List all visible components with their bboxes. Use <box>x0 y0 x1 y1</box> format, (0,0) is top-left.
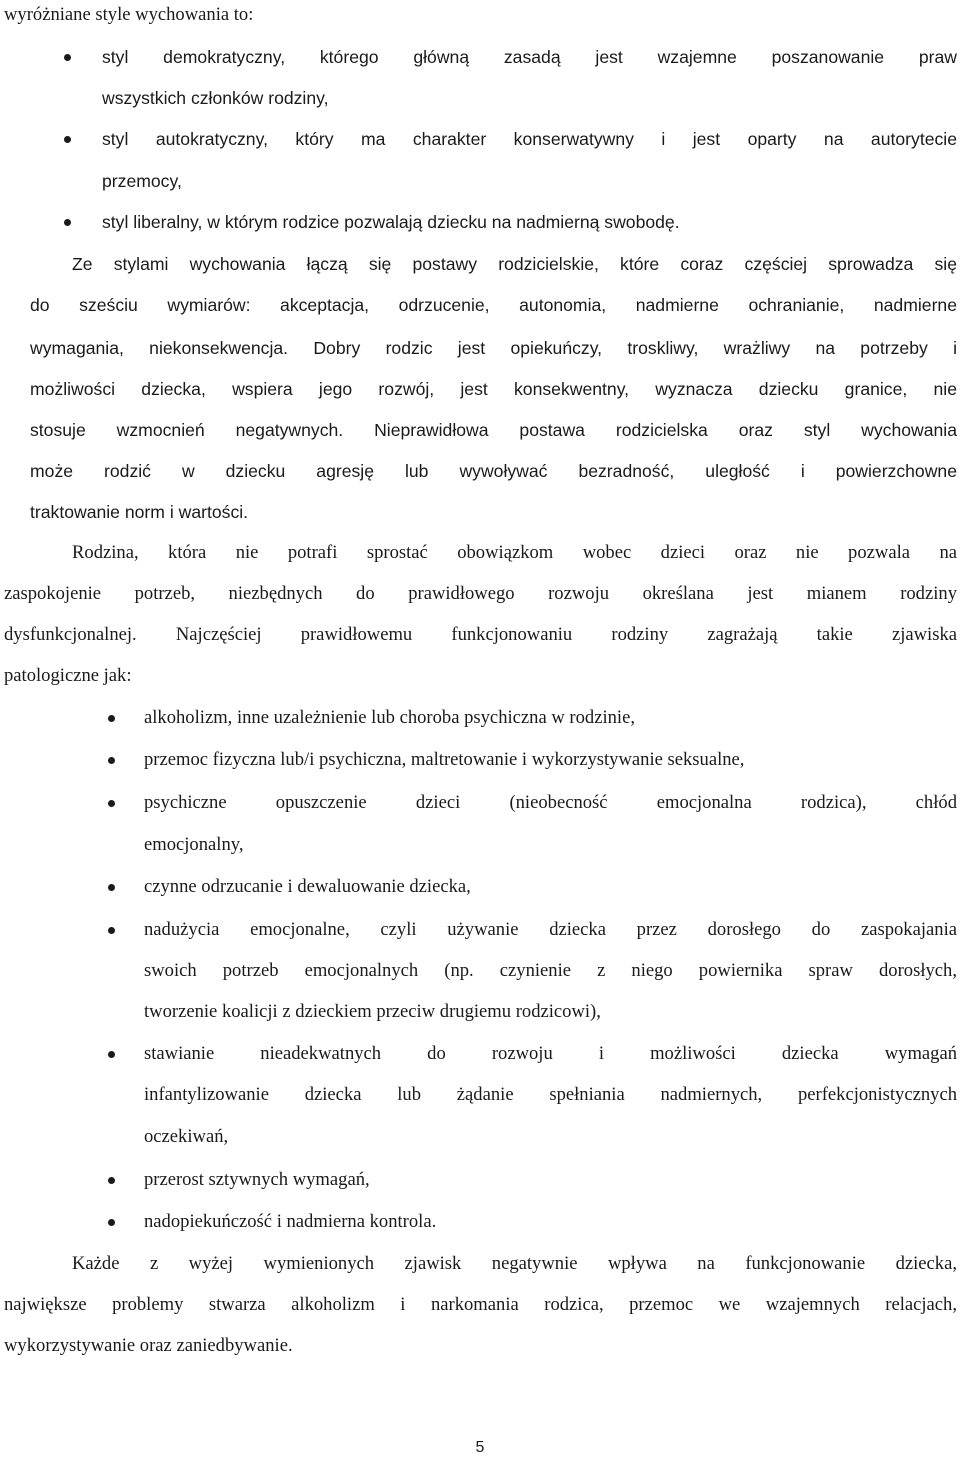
paragraph-line: może rodzić w dziecku agresję lub wywoływać bezradność, uległość i powierzchowne <box>30 461 957 481</box>
paragraph-line: Rodzina, która nie potrafi sprostać obowiązkom wobec dzieci oraz nie pozwala na <box>72 542 957 563</box>
list-item-line: przemoc fizyczna lub/i psychiczna, maltretowanie i wykorzystywanie seksualne, <box>144 749 745 770</box>
list-item-line: styl autokratyczny, który ma charakter konserwatywny i jest oparty na autorytecie <box>102 129 957 149</box>
list-item-line: styl liberalny, w którym rodzice pozwalają dziecku na nadmierną swobodę. <box>102 212 680 232</box>
bullet-icon <box>108 757 115 764</box>
bullet-icon <box>64 54 71 61</box>
bullet-icon <box>108 884 115 891</box>
paragraph-line: stosuje wzmocnień negatywnych. Nieprawidłowa postawa rodzicielska oraz styl wychowania <box>30 420 957 440</box>
paragraph-line: Każde z wyżej wymienionych zjawisk negatywnie wpływa na funkcjonowanie dziecka, <box>72 1253 957 1274</box>
paragraph-line: możliwości dziecka, wspiera jego rozwój, jest konsekwentny, wyznacza dziecku granice, nie <box>30 379 957 399</box>
intro-line: wyróżniane style wychowania to: <box>4 4 254 25</box>
list-item-line: nadopiekuńczość i nadmierna kontrola. <box>144 1211 437 1232</box>
paragraph-line: największe problemy stwarza alkoholizm i narkomania rodzica, przemoc we wzajemnych relacjach, <box>4 1294 957 1315</box>
bullet-icon <box>108 1219 115 1226</box>
list-item-line: infantylizowanie dziecka lub żądanie spełniania nadmiernych, perfekcjonistycznych <box>144 1084 957 1105</box>
paragraph-line: wymagania, niekonsekwencja. Dobry rodzic jest opiekuńczy, troskliwy, wrażliwy na potrzeby i <box>30 338 957 358</box>
paragraph-line: traktowanie norm i wartości. <box>30 502 249 522</box>
bullet-icon <box>108 1051 115 1058</box>
bullet-icon <box>108 800 115 807</box>
paragraph-line: wykorzystywanie oraz zaniedbywanie. <box>4 1335 293 1356</box>
bullet-icon <box>108 1177 115 1184</box>
list-item-line: stawianie nieadekwatnych do rozwoju i możliwości dziecka wymagań <box>144 1043 957 1064</box>
bullet-icon <box>64 136 71 143</box>
list-item-line: emocjonalny, <box>144 834 244 855</box>
list-item-line: czynne odrzucanie i dewaluowanie dziecka, <box>144 876 471 897</box>
bullet-icon <box>64 219 71 226</box>
list-item-line: przemocy, <box>102 171 182 191</box>
list-item-line: psychiczne opuszczenie dzieci (nieobecność emocjonalna rodzica), chłód <box>144 792 957 813</box>
bullet-icon <box>108 927 115 934</box>
list-item-line: tworzenie koalicji z dzieckiem przeciw drugiemu rodzicowi), <box>144 1001 601 1022</box>
list-item-line: alkoholizm, inne uzależnienie lub choroba psychiczna w rodzinie, <box>144 707 636 728</box>
bullet-icon <box>108 715 115 722</box>
paragraph-line: zaspokojenie potrzeb, niezbędnych do prawidłowego rozwoju określana jest mianem rodziny <box>4 583 957 604</box>
paragraph-line: do sześciu wymiarów: akceptacja, odrzucenie, autonomia, nadmierne ochranianie, nadmierne <box>30 295 957 315</box>
paragraph-line: dysfunkcjonalnej. Najczęściej prawidłowemu funkcjonowaniu rodziny zagrażają takie zjawiska <box>4 624 957 645</box>
list-item-line: swoich potrzeb emocjonalnych (np. czynienie z niego powiernika spraw dorosłych, <box>144 960 957 981</box>
list-item-line: wszystkich członków rodziny, <box>102 88 329 108</box>
list-item-line: przerost sztywnych wymagań, <box>144 1169 370 1190</box>
paragraph-line: Ze stylami wychowania łączą się postawy rodzicielskie, które coraz częściej sprowadza się <box>72 254 957 274</box>
list-item-line: nadużycia emocjonalne, czyli używanie dziecka przez dorosłego do zaspokajania <box>144 919 957 940</box>
list-item-line: oczekiwań, <box>144 1126 229 1147</box>
page-number: 5 <box>475 1439 485 1456</box>
list-item-line: styl demokratyczny, którego główną zasadą jest wzajemne poszanowanie praw <box>102 47 957 67</box>
paragraph-line: patologiczne jak: <box>4 665 132 686</box>
